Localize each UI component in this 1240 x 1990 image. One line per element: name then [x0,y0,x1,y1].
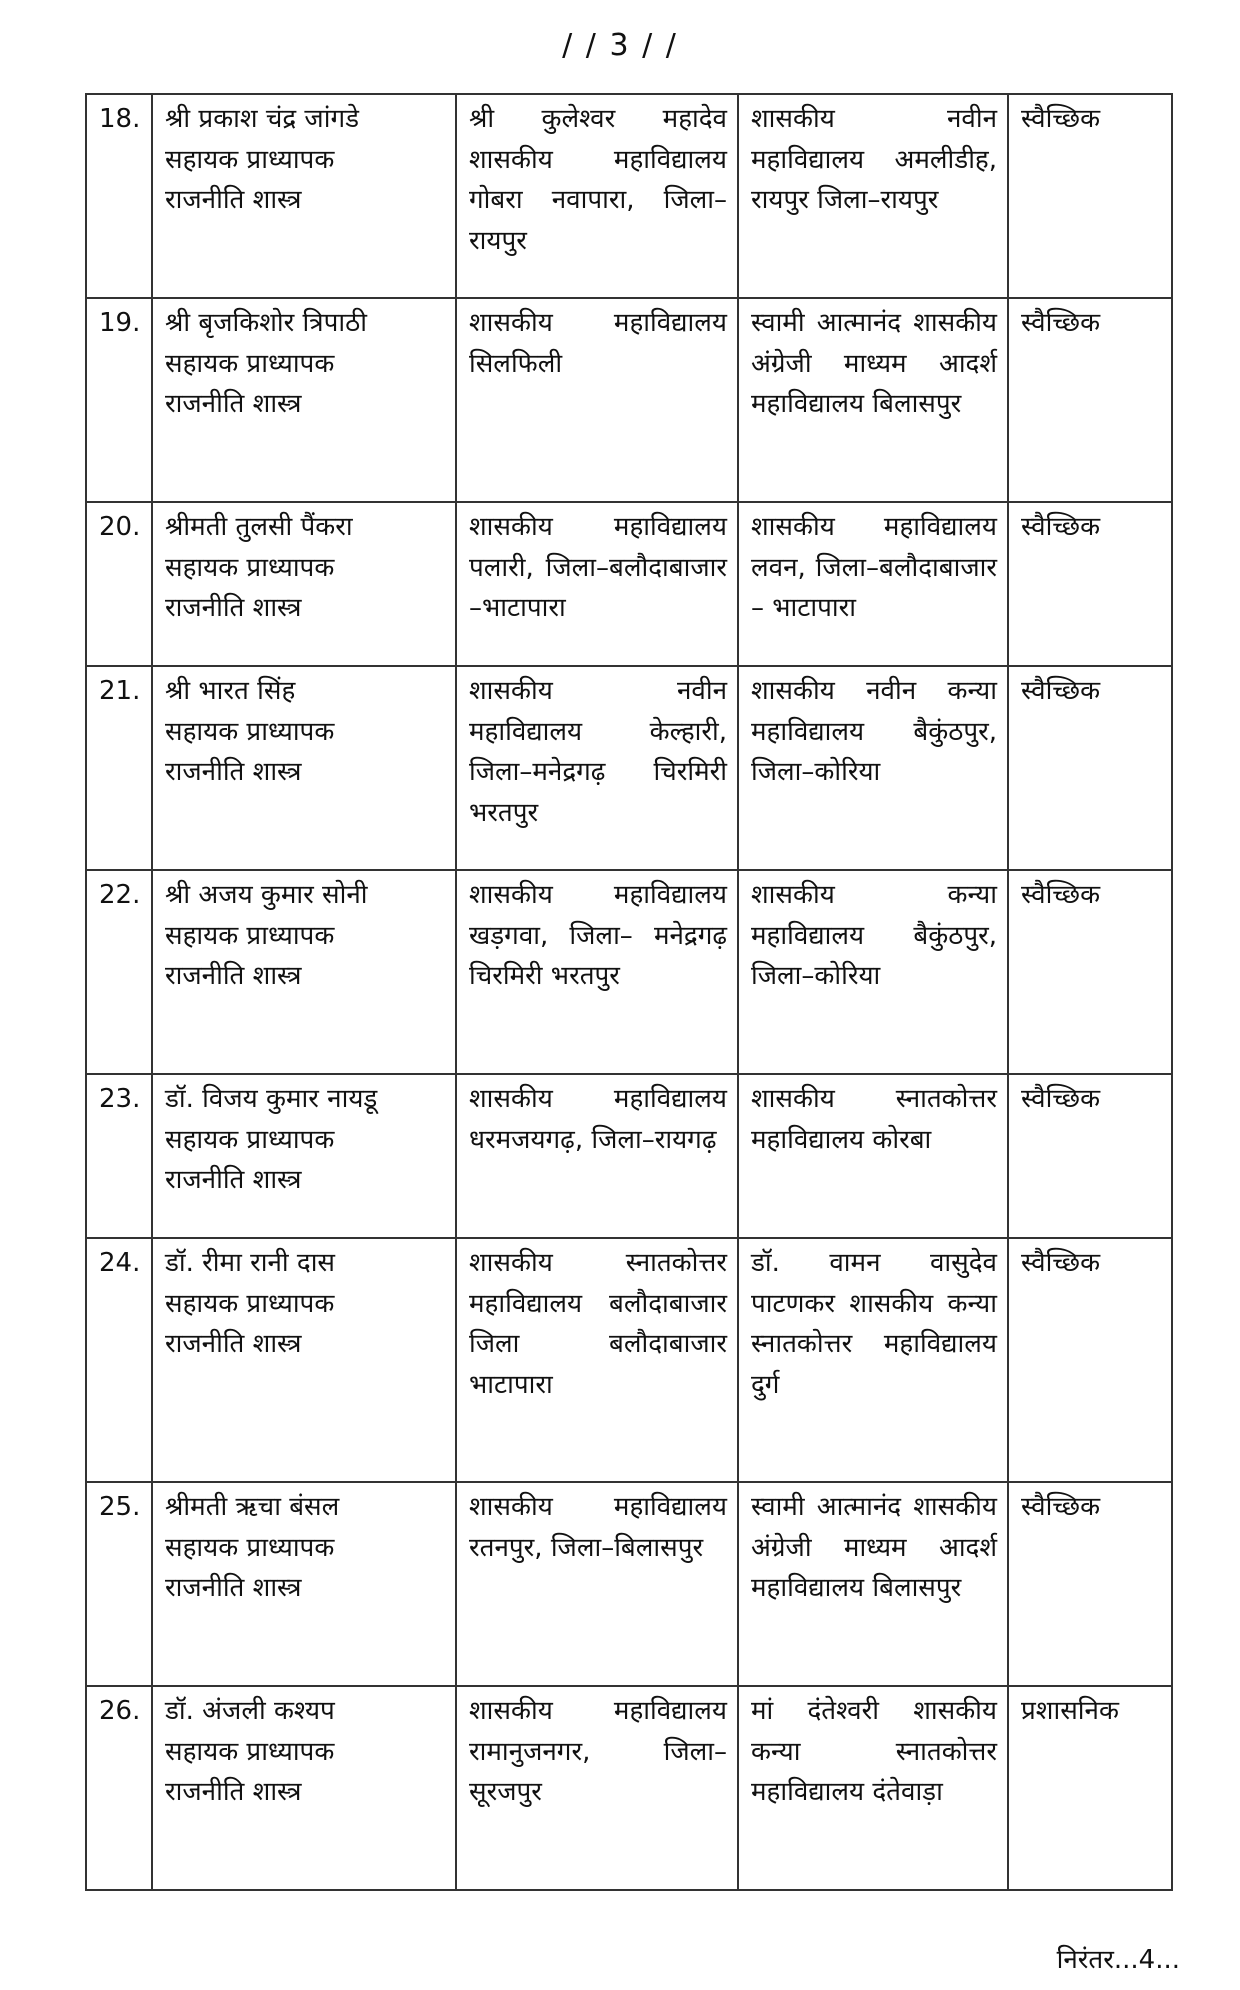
table-row [86,298,1172,502]
current-college: शासकीय महाविद्यालय पलारी, जिला–बलौदाबाजार –भाटापारा [456,502,738,666]
employee-name: श्री प्रकाश चंद्र जांगडे [165,104,360,134]
employee-subject: राजनीति शास्त्र [165,593,302,623]
employee-cell [152,870,456,1074]
serial-number: 23. [86,1074,152,1238]
current-college: शासकीय महाविद्यालय रतनपुर, जिला–बिलासपुर [456,1482,738,1686]
employee-subject: राजनीति शास्त्र [165,1165,302,1195]
employee-name: श्री भारत सिंह [165,676,296,706]
new-college: शासकीय कन्या महाविद्यालय बैकुंठपुर, जिला–कोरिया [738,870,1008,1074]
employee-subject: राजनीति शास्त्र [165,757,302,787]
current-college: शासकीय महाविद्यालय रामानुजनगर, जिला–सूरजपुर [456,1686,738,1890]
transfer-type: स्वैच्छिक [1008,870,1172,1074]
serial-number: 22. [86,870,152,1074]
current-college: शासकीय महाविद्यालय धरमजयगढ़, जिला–रायगढ़ [456,1074,738,1238]
transfer-type: प्रशासनिक [1008,1686,1172,1890]
page-number: / / 3 / / [562,28,678,63]
current-college: शासकीय स्नातकोत्तर महाविद्यालय बलौदाबाजार जिला बलौदाबाजार भाटापारा [456,1238,738,1482]
employee-subject: राजनीति शास्त्र [165,185,302,215]
current-college: श्री कुलेश्वर महादेव शासकीय महाविद्यालय गोबरा नवापारा, जिला–रायपुर [456,94,738,298]
new-college: शासकीय महाविद्यालय लवन, जिला–बलौदाबाजार – भाटापारा [738,502,1008,666]
new-college: शासकीय नवीन कन्या महाविद्यालय बैकुंठपुर, जिला–कोरिया [738,666,1008,870]
employee-cell [152,1238,456,1482]
employee-name: श्रीमती तुलसी पैंकरा [165,512,353,542]
table-row [86,502,1172,666]
employee-designation: सहायक प्राध्यापक [165,1532,335,1563]
transfer-table [85,93,1173,1891]
serial-number: 24. [86,1238,152,1482]
employee-cell [152,502,456,666]
employee-subject: राजनीति शास्त्र [165,961,302,991]
employee-name: श्रीमती ऋचा बंसल [165,1492,340,1522]
transfer-type: स्वैच्छिक [1008,94,1172,298]
employee-subject: राजनीति शास्त्र [165,1329,302,1359]
table-row [86,1686,1172,1890]
employee-subject: राजनीति शास्त्र [165,1777,302,1807]
current-college: शासकीय महाविद्यालय सिलफिली [456,298,738,502]
serial-number: 26. [86,1686,152,1890]
employee-designation: सहायक प्राध्यापक [165,348,335,379]
transfer-type: स्वैच्छिक [1008,298,1172,502]
current-college: शासकीय नवीन महाविद्यालय केल्हारी, जिला–मनेद्रगढ़ चिरमिरी भरतपुर [456,666,738,870]
employee-designation: सहायक प्राध्यापक [165,1124,335,1155]
employee-cell [152,298,456,502]
table-row [86,1074,1172,1238]
employee-cell [152,94,456,298]
table-row [86,1238,1172,1482]
employee-cell [152,1074,456,1238]
serial-number: 21. [86,666,152,870]
transfer-type: स्वैच्छिक [1008,1238,1172,1482]
serial-number: 20. [86,502,152,666]
table-row [86,666,1172,870]
current-college: शासकीय महाविद्यालय खड़गवा, जिला– मनेद्रगढ़ चिरमिरी भरतपुर [456,870,738,1074]
table-row [86,94,1172,298]
employee-name: श्री बृजकिशोर त्रिपाठी [165,308,367,338]
transfer-type: स्वैच्छिक [1008,666,1172,870]
employee-cell [152,1686,456,1890]
new-college: डॉ. वामन वासुदेव पाटणकर शासकीय कन्या स्नातकोत्तर महाविद्यालय दुर्ग [738,1238,1008,1482]
transfer-type: स्वैच्छिक [1008,1482,1172,1686]
employee-subject: राजनीति शास्त्र [165,1573,302,1603]
employee-designation: सहायक प्राध्यापक [165,144,335,175]
serial-number: 25. [86,1482,152,1686]
serial-number: 18. [86,94,152,298]
employee-name: श्री अजय कुमार सोनी [165,880,368,910]
new-college: स्वामी आत्मानंद शासकीय अंग्रेजी माध्यम आदर्श महाविद्यालय बिलासपुर [738,1482,1008,1686]
new-college: शासकीय स्नातकोत्तर महाविद्यालय कोरबा [738,1074,1008,1238]
employee-designation: सहायक प्राध्यापक [165,716,335,747]
new-college: स्वामी आत्मानंद शासकीय अंग्रेजी माध्यम आदर्श महाविद्यालय बिलासपुर [738,298,1008,502]
transfer-type: स्वैच्छिक [1008,502,1172,666]
new-college: शासकीय नवीन महाविद्यालय अमलीडीह, रायपुर जिला–रायपुर [738,94,1008,298]
employee-name: डॉ. रीमा रानी दास [165,1248,336,1278]
employee-designation: सहायक प्राध्यापक [165,1288,335,1319]
employee-cell [152,666,456,870]
employee-name: डॉ. विजय कुमार नायडू [165,1084,378,1114]
employee-cell [152,1482,456,1686]
table-row [86,1482,1172,1686]
employee-designation: सहायक प्राध्यापक [165,552,335,583]
employee-designation: सहायक प्राध्यापक [165,920,335,951]
new-college: मां दंतेश्वरी शासकीय कन्या स्नातकोत्तर महाविद्यालय दंतेवाड़ा [738,1686,1008,1890]
employee-subject: राजनीति शास्त्र [165,389,302,419]
employee-designation: सहायक प्राध्यापक [165,1736,335,1767]
serial-number: 19. [86,298,152,502]
continued-note: निरंतर...4... [1056,1945,1180,1975]
table-row [86,870,1172,1074]
employee-name: डॉ. अंजली कश्यप [165,1696,335,1726]
transfer-type: स्वैच्छिक [1008,1074,1172,1238]
